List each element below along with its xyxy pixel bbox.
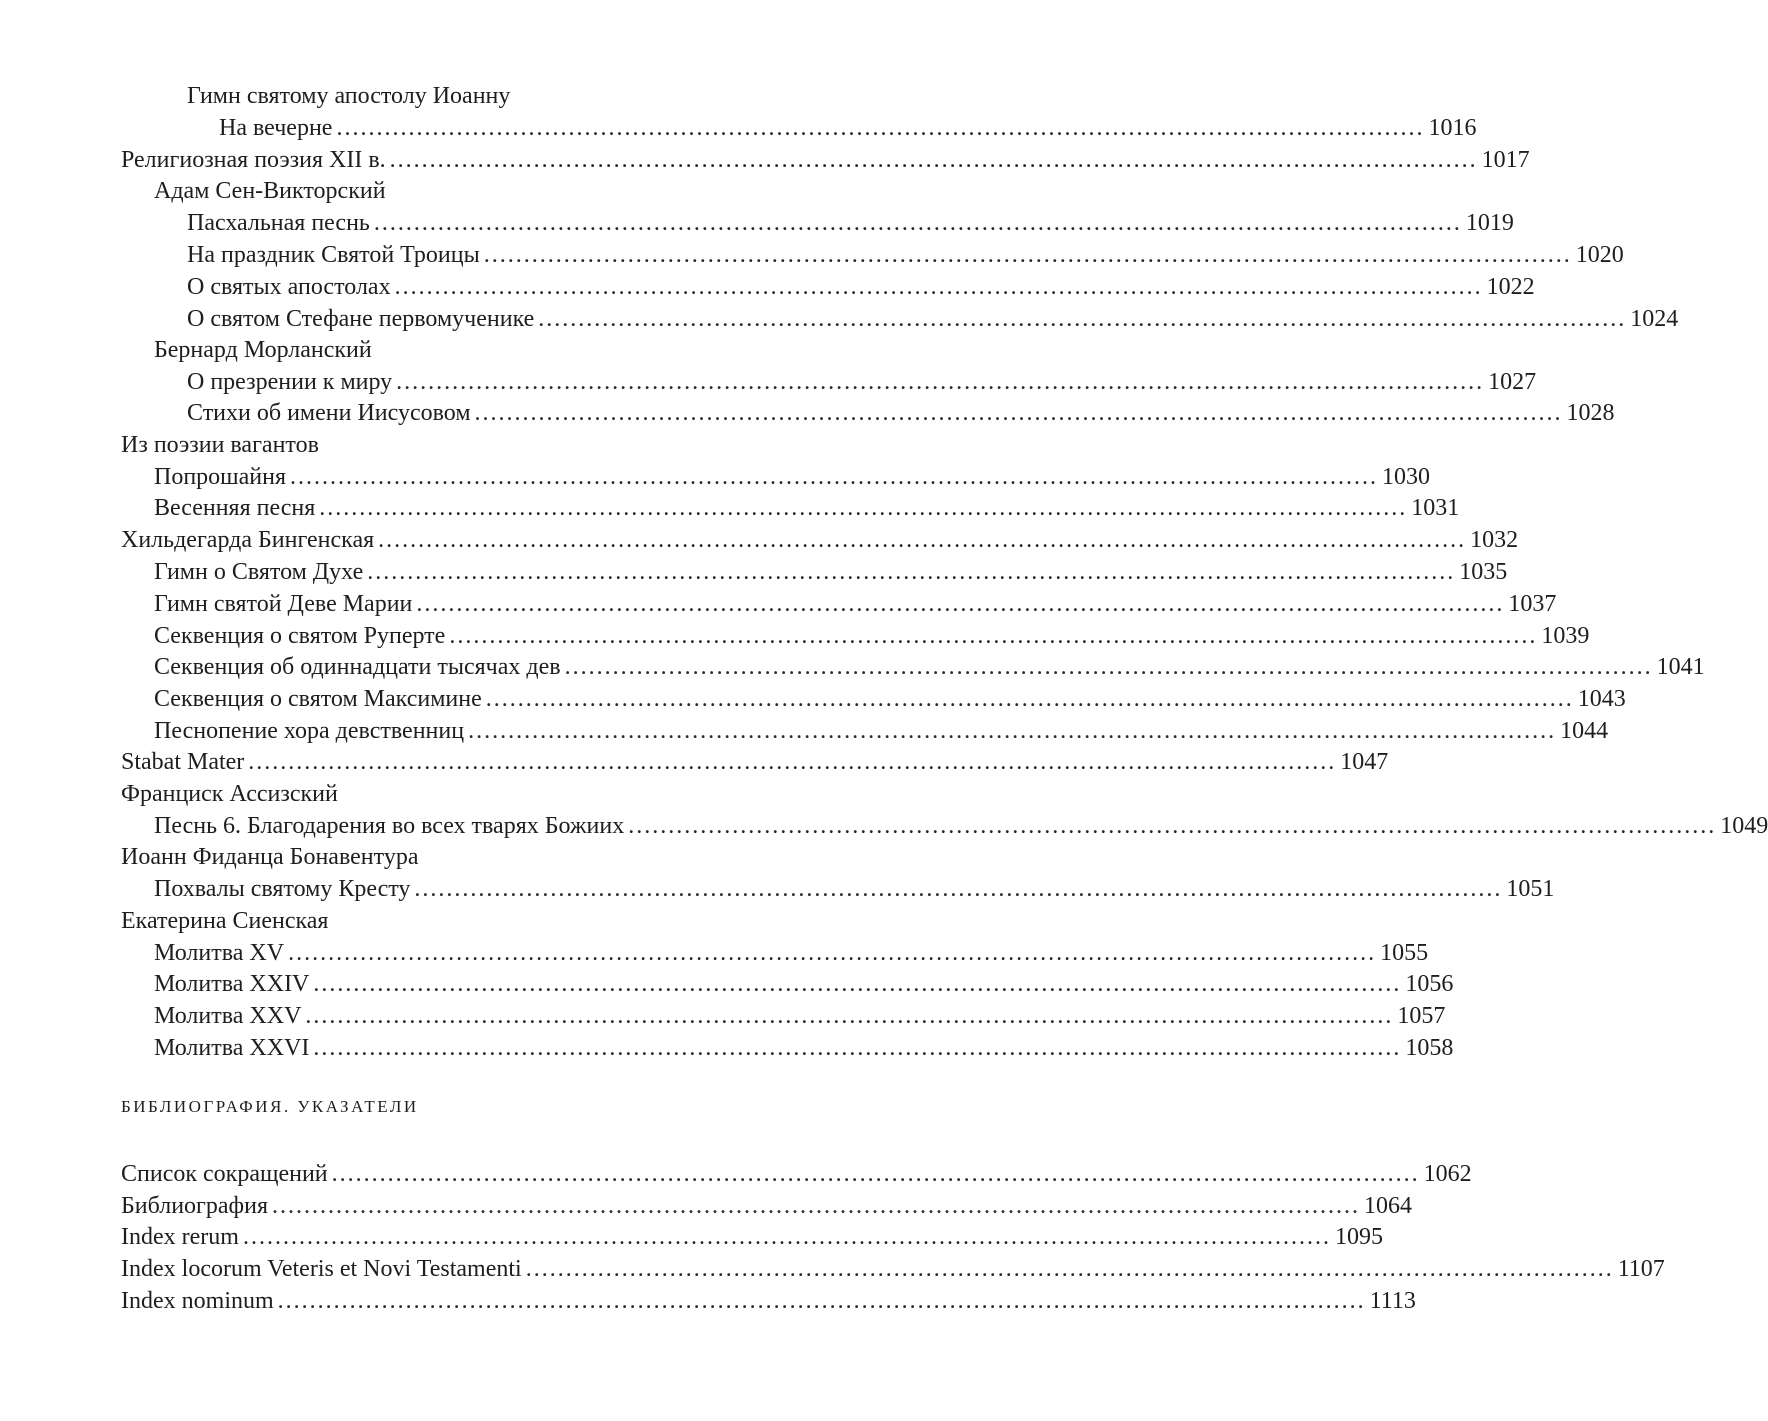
toc-entry-page: 1028 [1566,400,1615,426]
toc-entry-title: Екатерина Сиенская [121,908,329,934]
toc-entry-title: О святых апостолах [187,274,391,300]
toc-entry[interactable] [0,492,1460,524]
leader-dots: ........................................................................................................................................ [394,274,1483,300]
leader-dots: ........................................................................................................................................ [485,686,1574,712]
toc-entry-page: 1064 [1364,1193,1412,1219]
leader-dots: ........................................................................................................................................ [628,813,1717,839]
toc-entry[interactable] [0,588,1557,620]
toc-entry-title: Список сокращений [121,1161,328,1187]
toc-entry-title: На праздник Святой Троицы [187,242,480,268]
bibliography-entry[interactable] [0,1158,1472,1190]
toc-entry[interactable] [0,905,910,937]
leader-dots: ........................................................................................................................................ [389,147,1478,173]
leader-dots: ........................................................................................................................................ [378,527,1467,553]
toc-entry[interactable] [0,683,1626,715]
leader-dots: ........................................................................................................................................ [336,115,1425,141]
toc-entry[interactable] [0,746,1389,778]
toc-entry-title: Молитва XV [154,940,285,966]
toc-entry[interactable] [0,556,1508,588]
leader-dots: ........................................................................................................................................ [414,876,1503,902]
toc-entry-title: Попрошайня [154,464,287,490]
toc-entry[interactable] [0,112,1477,144]
toc-entry-title: Весенняя песня [154,495,316,521]
toc-entry-title: Бернард Морланский [154,337,372,363]
toc-entry[interactable] [0,461,1431,493]
toc-entry[interactable] [0,620,1590,652]
toc-entry-title: Молитва XXIV [154,971,310,997]
toc-entry-title: Index locorum Veteris et Novi Testamenti [121,1256,522,1282]
leader-dots: ........................................................................................................................................ [468,718,1557,744]
toc-entry-page: 1037 [1508,591,1557,617]
toc-entry-title: Песнь 6. Благодарения во всех тварях Божиих [154,813,625,839]
toc-entry-page: 1051 [1506,876,1555,902]
toc-entry-title: Гимн о Святом Духе [154,559,364,585]
toc-entry-title: Религиозная поэзия XII в. [121,147,386,173]
toc-entry-title: О святом Стефане первомученике [187,306,535,332]
toc-entry-page: 1095 [1334,1224,1383,1250]
toc-entry-page: 1049 [1720,813,1768,839]
leader-dots: ........................................................................................................................................ [305,1003,1394,1029]
toc-entry-page: 1107 [1617,1256,1665,1282]
toc-entry-page: 1027 [1488,369,1537,395]
toc-entry[interactable] [0,937,1429,969]
toc-entry-page: 1032 [1470,527,1519,553]
leader-dots: ........................................................................................................................................ [538,306,1627,332]
toc-entry-title: Секвенция об одиннадцати тысячах дев [154,654,561,680]
toc-entry-page: 1113 [1369,1288,1416,1314]
toc-entry-title: Index rerum [121,1224,239,1250]
toc-entry-title: Адам Сен-Викторский [154,178,386,204]
bibliography-entry[interactable] [0,1190,1412,1222]
toc-entry-title: Index nominum [121,1288,274,1314]
toc-entry-title: Похвалы святому Кресту [154,876,411,902]
leader-dots: ........................................................................................................................................ [474,400,1563,426]
toc-entry[interactable] [0,80,976,112]
leader-dots: ........................................................................................................................................ [416,591,1505,617]
leader-dots: ........................................................................................................................................ [525,1256,1614,1282]
leader-dots: ........................................................................................................................................ [313,971,1402,997]
leader-dots: ........................................................................................................................................ [449,623,1538,649]
leader-dots: ........................................................................................................................................ [483,242,1572,268]
toc-entry-title: Гимн святой Деве Марии [154,591,413,617]
toc-entry-title: Секвенция о святом Максимине [154,686,482,712]
toc-entry[interactable] [0,239,1624,271]
toc-entry-title: Стихи об имени Иисусовом [187,400,471,426]
toc-entry[interactable] [0,841,910,873]
toc-entry-title: Пасхальная песнь [187,210,370,236]
toc-entry[interactable] [0,1000,1446,1032]
toc-entry-page: 1016 [1428,115,1477,141]
toc-entry-page: 1022 [1486,274,1535,300]
toc-entry-title: На вечерне [219,115,333,141]
toc-entry[interactable] [0,366,1537,398]
toc-entry-title: Из поэзии вагантов [121,432,319,458]
toc-entry[interactable] [0,651,1705,683]
toc-entry-page: 1030 [1382,464,1431,490]
toc-entry-title: Stabat Mater [121,749,245,775]
toc-entry[interactable] [0,334,943,366]
leader-dots: ........................................................................................................................................ [288,940,1377,966]
toc-entry-page: 1039 [1541,623,1590,649]
toc-entry-page: 1056 [1405,971,1454,997]
leader-dots: ........................................................................................................................................ [564,654,1653,680]
leader-dots: ........................................................................................................................................ [290,464,1379,490]
toc-entry-page: 1024 [1630,306,1679,332]
toc-entry-title: Франциск Ассизский [121,781,338,807]
toc-entry-title: Библиография [121,1193,268,1219]
bibliography-entry[interactable] [0,1253,1665,1285]
toc-entry-page: 1044 [1560,718,1609,744]
toc-entry-title: Молитва XXV [154,1003,302,1029]
leader-dots: ........................................................................................................................................ [242,1224,1331,1250]
toc-entry-page: 1035 [1459,559,1508,585]
toc-entry-page: 1019 [1465,210,1514,236]
section-heading: БИБЛИОГРАФИЯ. УКАЗАТЕЛИ [121,1097,419,1116]
toc-entry[interactable] [0,271,1535,303]
toc-entry-title: Гимн святому апостолу Иоанну [187,83,511,109]
toc-entry[interactable] [0,715,1609,747]
toc-entry[interactable] [0,968,1454,1000]
bibliography-entry[interactable] [0,1221,1383,1253]
toc-entry-page: 1055 [1380,940,1429,966]
leader-dots: ........................................................................................................................................ [373,210,1462,236]
leader-dots: ........................................................................................................................................ [272,1193,1360,1219]
leader-dots: ........................................................................................................................................ [396,369,1485,395]
toc-entry[interactable] [0,144,1530,176]
toc-entry-title: Иоанн Фиданца Бонавентура [121,844,419,870]
toc-entry-page: 1062 [1423,1161,1472,1187]
leader-dots: ........................................................................................................................................ [367,559,1456,585]
toc-entry[interactable] [0,207,1514,239]
toc-entry[interactable] [0,810,1768,842]
toc-entry-title: О презрении к миру [187,369,393,395]
toc-entry-page: 1043 [1577,686,1626,712]
leader-dots: ........................................................................................................................................ [319,495,1408,521]
toc-entry-title: Песнопение хора девственниц [154,718,465,744]
leader-dots: ........................................................................................................................................ [313,1035,1402,1061]
toc-entry[interactable] [0,1032,1454,1064]
toc-entry-page: 1020 [1575,242,1624,268]
toc-entry-page: 1047 [1340,749,1389,775]
toc-entry-title: Хильдегарда Бингенская [121,527,375,553]
toc-entry[interactable] [0,778,910,810]
leader-dots: ........................................................................................................................................ [277,1288,1366,1314]
toc-entry-title: Молитва XXVI [154,1035,310,1061]
leader-dots: ........................................................................................................................................ [331,1161,1420,1187]
toc-entry-page: 1058 [1405,1035,1454,1061]
toc-entry[interactable] [0,303,1679,335]
toc-entry-page: 1057 [1397,1003,1446,1029]
toc-entry-page: 1031 [1411,495,1460,521]
toc-entry-page: 1017 [1481,147,1530,173]
bibliography-entry[interactable] [0,1285,1416,1317]
toc-entry[interactable] [0,429,910,461]
leader-dots: ........................................................................................................................................ [248,749,1337,775]
toc-entry[interactable] [0,524,1519,556]
toc-entry-title: Секвенция о святом Руперте [154,623,446,649]
toc-entry[interactable] [0,873,1555,905]
toc-entry[interactable] [0,175,943,207]
toc-entry-page: 1041 [1656,654,1705,680]
toc-entry[interactable] [0,397,1615,429]
